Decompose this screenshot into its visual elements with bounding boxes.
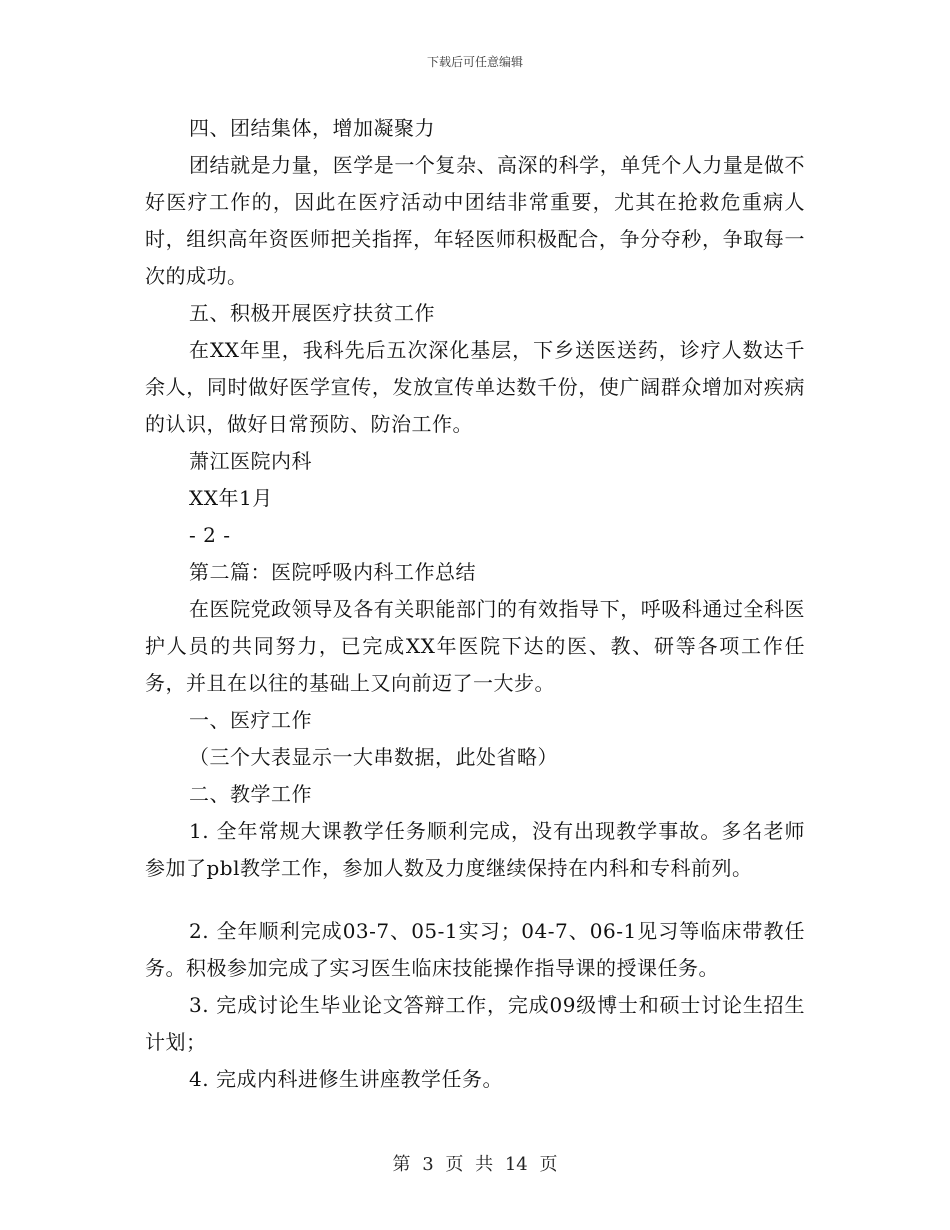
page-footer: 第 3 页 共 14 页 <box>392 1154 558 1175</box>
part-2-intro: 在医院党政领导及各有关职能部门的有效指导下，呼吸科通过全科医护人员的共同努力，已完成XX年医院下达的医、教、研等各项工作任务，并且在以往的基础上又向前迈了一大步。 <box>145 597 805 695</box>
teaching-item-3: 3. 完成讨论生毕业论文答辩工作，完成09级博士和硕士讨论生招生计划； <box>145 993 805 1054</box>
teaching-item-4: 4. 完成内科进修生讲座教学任务。 <box>189 1067 503 1091</box>
document-body <box>145 110 805 1098</box>
section-5-heading: 五、积极开展医疗扶贫工作 <box>189 301 435 325</box>
page-marker: - 2 - <box>189 523 231 547</box>
section-4-heading: 四、团结集体，增加凝聚力 <box>189 116 435 140</box>
page-header: 下载后可任意编辑 <box>426 55 523 69</box>
section-4-body: 团结就是力量，医学是一个复杂、高深的科学，单凭个人力量是做不好医疗工作的，因此在医疗活动中团结非常重要，尤其在抢救危重病人时，组织高年资医师把关指挥，年轻医师积极配合，争分夺秒，争取每一次的成功。 <box>145 153 805 288</box>
teaching-item-2: 2. 全年顺利完成03-7、05-1实习；04-7、06-1见习等临床带教任务。积极参加完成了实习医生临床技能操作指导课的授课任务。 <box>145 919 805 980</box>
medical-note: （三个大表显示一大串数据，此处省略） <box>189 745 558 769</box>
section-5-body: 在XX年里，我科先后五次深化基层，下乡送医送药，诊疗人数达千余人，同时做好医学宣传，发放宣传单达数千份，使广阔群众增加对疾病的认识，做好日常预防、防治工作。 <box>145 338 805 436</box>
signature-date: XX年1月 <box>189 486 273 510</box>
teaching-item-1: 1. 全年常规大课教学任务顺利完成，没有出现教学事故。多名老师参加了pbl教学工作，参加人数及力度继续保持在内科和专科前列。 <box>145 819 805 880</box>
paragraph-gap <box>145 887 805 913</box>
medical-heading: 一、医疗工作 <box>189 708 312 732</box>
teaching-heading: 二、教学工作 <box>189 782 312 806</box>
signature-org: 萧江医院内科 <box>189 449 312 473</box>
part-2-title: 第二篇：医院呼吸内科工作总结 <box>189 560 476 584</box>
